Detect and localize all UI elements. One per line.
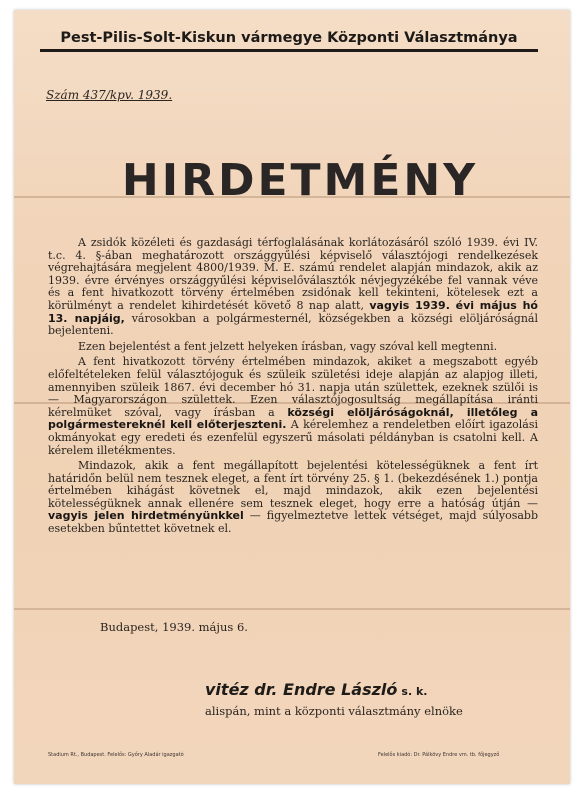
paragraph: Ezen bejelentést a fent jelzett helyeken írásban, vagy szóval kell megtenni. xyxy=(78,339,498,353)
announcement-body xyxy=(48,237,538,539)
signature-sk: s. k. xyxy=(401,685,428,698)
paragraph xyxy=(48,356,538,457)
emphasis-text: községi elöljáróságoknál, illetőleg a polgármestereknél kell előterjeszteni. xyxy=(48,405,539,432)
paragraph-text: A kérelemhez a rendeletben előírt igazolási okmányokat egy eredeti és ezenfelül egyszerű másolati példányban is csatolni kell. A kérelem illetékmentes. xyxy=(48,418,538,457)
paragraph-text: Mindazok, akik a fent megállapított bejelentési kötelességüknek a fent írt határidőn belül nem tesznek eleget, a fent írt törvény 25. § 1. (bekezdésének 1.) pontja értelmében kihágást követnek el, majd mindazok, akik ezen bejelentési kötelességüknek annak ellenére sem tesznek eleget, hogy erre a hatóság útján — xyxy=(48,459,538,510)
page-title: HIRDETMÉNY xyxy=(121,155,479,206)
fold-line xyxy=(14,608,570,610)
paragraph-text: A zsidók közéleti és gazdasági térfoglalásának korlátozásáról szóló 1939. évi IV. t.c. 4. §-ában meghatározott országgyűlési képviselő választójogi rendelkezések végrehajtására megjelent 4800/1939. M. E. számú rendelet alapján mindazok, akik az 1939. évre érvényes országgyűlési képviselőválasztók névjegyzékébe fel vannak véve és a fent hivatkozott törvény értelmében zsidónak kell tekinteni, kötelesek ezt a körülményt a rendelet kihirdetését követő 8 nap alatt, xyxy=(48,236,538,312)
place-date: Budapest, 1939. május 6. xyxy=(100,620,248,634)
printer-imprint: Stadium Rt., Budapest. Felelős: Győry Aladár igazgató xyxy=(48,752,184,758)
emphasis-text: vagyis jelen hirdetményünkkel xyxy=(48,509,244,523)
signatory-name-text: vitéz dr. Endre László xyxy=(205,680,398,699)
paragraph-text: — figyelmeztetve lettek vétséget, majd súlyosabb esetekben bűntettet követnek el. xyxy=(48,509,538,536)
reference-number: Szám 437/kpv. 1939. xyxy=(46,88,173,102)
paragraph-text: városokban a polgármesternél, községekben a községi elöljáróságnál bejelenteni. xyxy=(48,311,538,338)
publisher-imprint: Felelős kiadó: Dr. Pálkövy Endre vm. tb. főjegyző xyxy=(378,752,500,758)
paragraph-text: A fent hivatkozott törvény értelmében mindazok, akiket a megszabott egyéb előfeltételeken felül választójoguk és szüleik születési ideje alapján az alapjog illeti, amennyiben szüleik 1867. évi december hó 31. napja után születtek, ezeknek szülői is — Magyarországon születtek. Ezen választójogosultság megállapítása iránti kérelmüket szóval, vagy írásban a xyxy=(48,355,538,419)
signatory-role: alispán, mint a központi választmány elnöke xyxy=(205,704,463,718)
emphasis-text: vagyis 1939. évi május hó 13. napjáig, xyxy=(48,298,538,325)
signatory-name xyxy=(205,680,427,699)
paragraph xyxy=(48,460,538,536)
issuing-authority: Pest-Pilis-Solt-Kiskun vármegye Központi Választmánya xyxy=(40,30,538,52)
paragraph xyxy=(48,237,538,338)
